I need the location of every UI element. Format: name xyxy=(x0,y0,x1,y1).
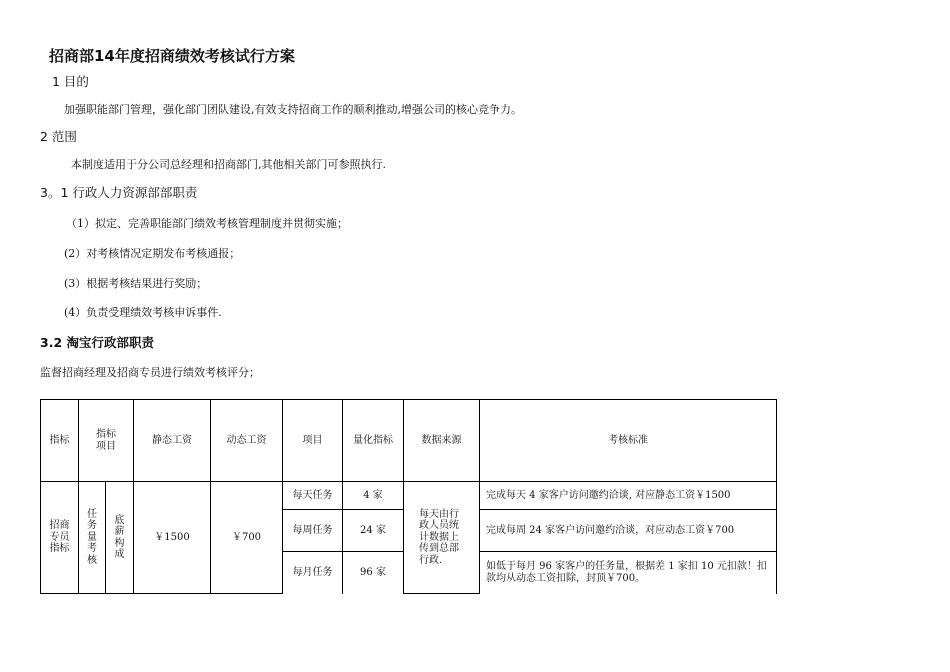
duty-item: (3）根据考核结果进行奖励； xyxy=(64,277,208,290)
assessment-table xyxy=(40,399,777,594)
item-cell: 每月任务 xyxy=(283,552,343,594)
section-1-text: 加强职能部门管理，强化部门团队建设,有效支持招商工作的顺利推动,增强公司的核心竞争力。 xyxy=(64,103,522,116)
section-2-heading: 2 范围 xyxy=(40,129,77,144)
indicator-cell: 招商专员指标 xyxy=(41,482,79,594)
header-standard: 考核标准 xyxy=(480,400,777,482)
section-3-2-heading: 3.2 淘宝行政部职责 xyxy=(40,335,154,350)
table-header-row xyxy=(41,400,777,482)
header-source: 数据来源 xyxy=(404,400,480,482)
header-indicator-item: 指标项目 xyxy=(79,400,134,482)
section-2-text: 本制度适用于分公司总经理和招商部门,其他相关部门可参照执行. xyxy=(71,158,386,171)
item-cell: 每周任务 xyxy=(283,510,343,552)
standard-cell: 如低于每月 96 家客户的任务量，根据差 1 家扣 10 元扣款！扣款均从动态工资扣除，封顶￥700。 xyxy=(480,552,777,594)
header-quant: 量化指标 xyxy=(343,400,404,482)
section-1-heading: 1 目的 xyxy=(52,74,89,89)
quant-cell: 4 家 xyxy=(343,482,404,510)
dynamic-wage-cell: ￥700 xyxy=(211,482,283,594)
standard-cell: 完成每天 4 家客户访问邀约洽谈, 对应静态工资￥1500 xyxy=(480,482,777,510)
duty-item: (2）对考核情况定期发布考核通报； xyxy=(64,247,241,260)
item-cell: 每天任务 xyxy=(283,482,343,510)
static-wage-cell: ￥1500 xyxy=(134,482,211,594)
page-title: 招商部14年度招商绩效考核试行方案 xyxy=(49,47,295,65)
quant-cell: 96 家 xyxy=(343,552,404,594)
duty-item: （1）拟定、完善职能部门绩效考核管理制度并贯彻实施； xyxy=(66,217,348,230)
header-static-wage: 静态工资 xyxy=(134,400,211,482)
sub-indicator-1: 任务量考核 xyxy=(79,482,106,594)
standard-cell: 完成每周 24 家客户访问邀约洽谈，对应动态工资￥700 xyxy=(480,510,777,552)
quant-cell: 24 家 xyxy=(343,510,404,552)
duty-item: (4）负责受理绩效考核申诉事件. xyxy=(64,306,222,319)
source-cell: 每天由行政人员统计数据上传到总部行政. xyxy=(404,482,480,594)
header-item: 项目 xyxy=(283,400,343,482)
section-3-1-heading: 3。1 行政人力资源部部职责 xyxy=(40,185,198,200)
header-dynamic-wage: 动态工资 xyxy=(211,400,283,482)
table-row xyxy=(41,482,777,510)
sub-indicator-2: 底薪构成 xyxy=(106,482,134,594)
header-indicator: 指标 xyxy=(41,400,79,482)
section-3-2-text: 监督招商经理及招商专员进行绩效考核评分； xyxy=(40,366,260,379)
